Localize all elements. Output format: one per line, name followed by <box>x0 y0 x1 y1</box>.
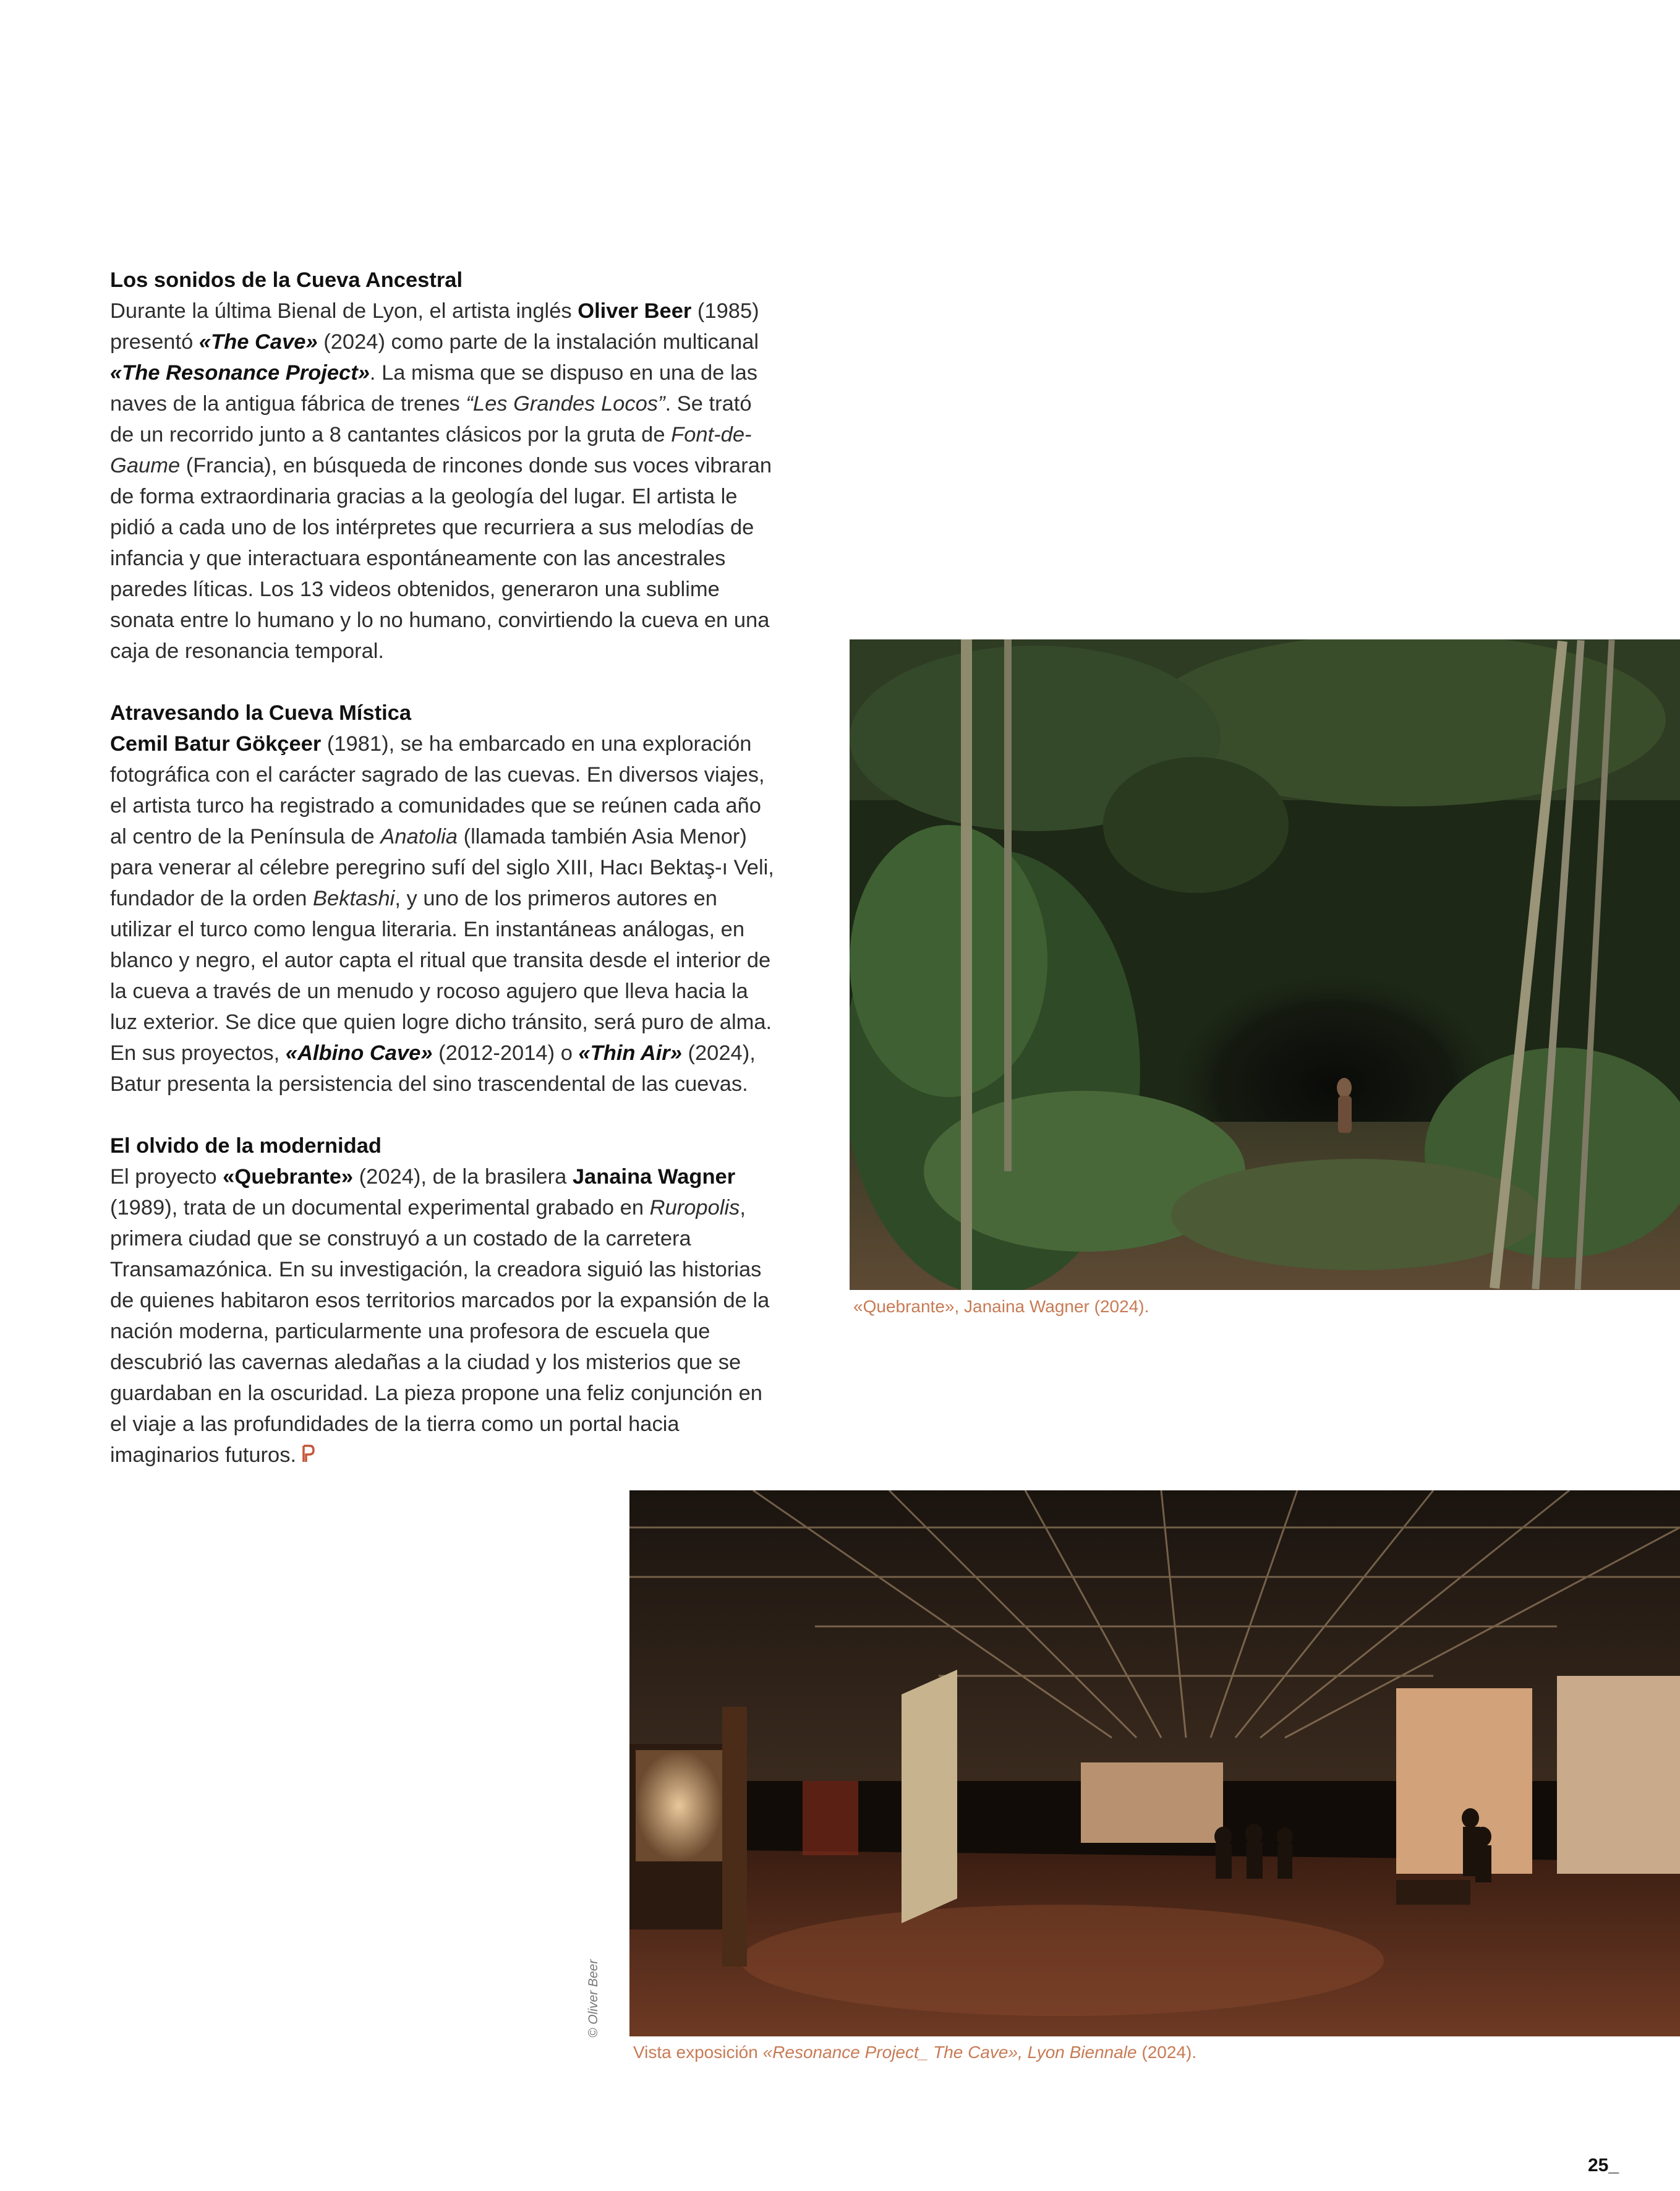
section-body: El proyecto «Quebrante» (2024), de la brasilera Janaina Wagner (1989), trata de un documental experimental grabado en Ruropolis, primera ciudad que se construyó a un costado de la carretera Transamazónica. En su investigación, la creadora siguió las historias de quienes habitaron esos territorios marcados por la expansión de la nación moderna, particularmente una profesora de escuela que descubrió las cavernas aledañas a la ciudad y los misterios que se guardaban en la oscuridad. La pieza propone una feliz conjunción en el viaje a las profundidades de la tierra como un portal hacia imaginarios futuros. <box>110 1165 770 1467</box>
article-section-ancestral-cave <box>110 265 778 667</box>
work-title: «Albino Cave» <box>285 1041 433 1065</box>
page-number: 25_ <box>1588 2155 1619 2176</box>
work-title: «Quebrante» <box>223 1165 354 1189</box>
section-body: Durante la última Bienal de Lyon, el artista inglés Oliver Beer (1985) presentó «The Cave» (2024) como parte de la instalación multicanal «The Resonance Project». La misma que se dispuso en una de las naves de la antigua fábrica de trenes “Les Grandes Locos”. Se trató de un recorrido junto a 8 cantantes clásicos por la gruta de Font-de-Gaume (Francia), en búsqueda de rincones donde sus voces vibraran de forma extraordinaria gracias a la geología del lugar. El artista le pidió a cada uno de los intérpretes que recurriera a sus melodías de infancia y que interactuara espontáneamente con las ancestrales paredes líticas. Los 13 videos obtenidos, generaron una sublime sonata entre lo humano y lo no humano, convirtiendo la cueva en una caja de resonancia temporal. <box>110 299 772 663</box>
work-title: «Thin Air» <box>578 1041 682 1065</box>
artist-name: Cemil Batur Gökçeer <box>110 732 322 756</box>
photo-credit: © Oliver Beer <box>586 1959 600 2038</box>
work-title: «The Resonance Project» <box>110 361 370 385</box>
artist-name: Oliver Beer <box>578 299 692 323</box>
artist-name: Janaina Wagner <box>572 1165 736 1189</box>
article-section-mystic-cave <box>110 698 778 1100</box>
section-heading: Atravesando la Cueva Mística <box>110 701 412 725</box>
forest-cave-photo <box>850 639 1680 1290</box>
section-heading: Los sonidos de la Cueva Ancestral <box>110 268 463 292</box>
article-section-modernity <box>110 1130 778 1471</box>
exhibition-hall-photo <box>629 1490 1680 2036</box>
section-heading: El olvido de la modernidad <box>110 1134 382 1158</box>
forest-photo-caption: «Quebrante», Janaina Wagner (2024). <box>853 1297 1149 1316</box>
section-body: Cemil Batur Gökçeer (1981), se ha embarcado en una exploración fotográfica con el carácter sagrado de las cuevas. En diversos viajes, el artista turco ha registrado a comunidades que se reúnen cada año al centro de la Península de Anatolia (llamada también Asia Menor) para venerar al célebre peregrino sufí del siglo XIII, Hacı Bektaş-ı Veli, fundador de la orden Bektashi, y uno de los primeros autores en utilizar el turco como lengua literaria. En instantáneas análogas, en blanco y negro, el autor capta el ritual que transita desde el interior de la cueva a través de un menudo y rocoso agujero que lleva hacia la luz exterior. Se dice que quien logre dicho tránsito, será puro de alma. En sus proyectos, «Albino Cave» (2012-2014) o «Thin Air» (2024), Batur presenta la persistencia del sino trascendental de las cuevas. <box>110 732 774 1096</box>
work-title: «The Cave» <box>198 330 318 354</box>
end-mark-icon <box>301 1443 315 1464</box>
hall-photo-caption: Vista exposición «Resonance Project_ The Cave», Lyon Biennale (2024). <box>633 2043 1197 2062</box>
